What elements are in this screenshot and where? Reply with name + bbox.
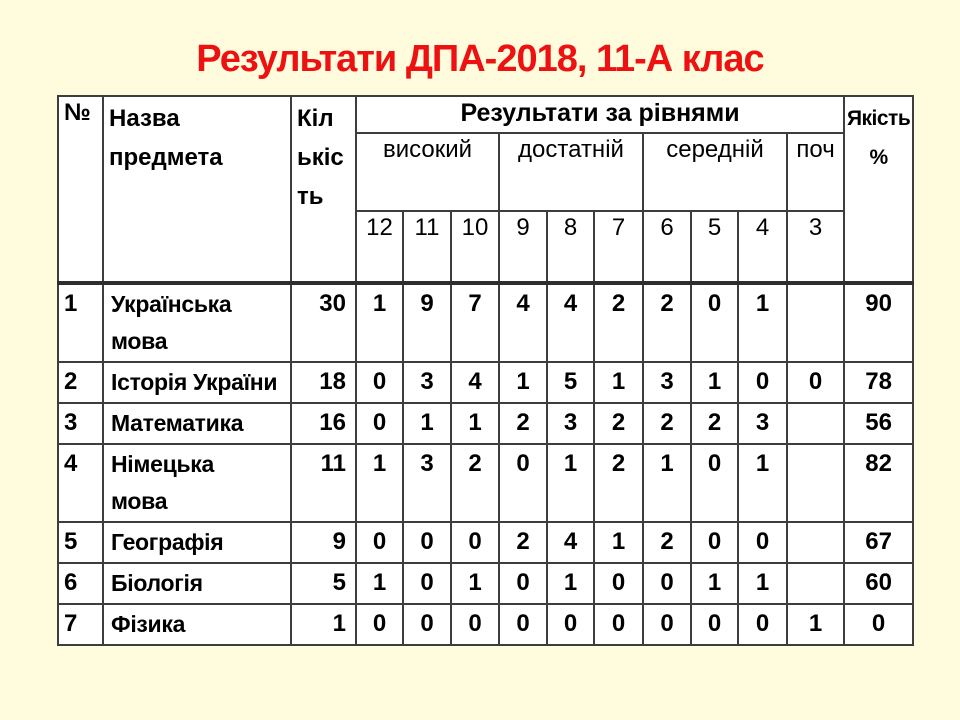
- slide-title: Результати ДПА-2018, 11-А клас: [196, 38, 764, 80]
- col-header-results-group: Результати за рівнями: [356, 96, 844, 133]
- score-cell: 0: [451, 604, 499, 645]
- score-cell: 0: [643, 563, 691, 604]
- score-column-header: 3: [787, 211, 844, 283]
- subject-cell: [103, 563, 291, 604]
- score-cell: 0: [499, 563, 547, 604]
- subject-line: Історія України: [111, 369, 278, 395]
- score-cell: 1: [403, 403, 451, 444]
- score-cell: 0: [547, 604, 594, 645]
- subject-cell: [103, 403, 291, 444]
- score-cell: 0: [738, 362, 787, 403]
- subject-line: Географія: [111, 529, 224, 555]
- score-cell: 1: [451, 563, 499, 604]
- subject-line: Математика: [111, 410, 244, 436]
- score-cell: 0: [691, 283, 738, 362]
- count-header-line: ть: [297, 183, 324, 210]
- score-cell: 1: [356, 283, 403, 362]
- score-column-header: 9: [499, 211, 547, 283]
- subject-cell: [103, 444, 291, 522]
- score-cell: 0: [356, 403, 403, 444]
- score-cell: 1: [547, 444, 594, 522]
- count-cell: 1: [291, 604, 356, 645]
- score-cell: 0: [643, 604, 691, 645]
- score-cell: [787, 283, 844, 362]
- score-column-header: 4: [738, 211, 787, 283]
- score-cell: 2: [643, 403, 691, 444]
- score-cell: 1: [691, 362, 738, 403]
- count-cell: 18: [291, 362, 356, 403]
- score-column-header: 7: [594, 211, 643, 283]
- score-cell: 0: [691, 522, 738, 563]
- score-cell: 2: [499, 403, 547, 444]
- score-cell: 3: [738, 403, 787, 444]
- header-row-groups: [58, 96, 913, 133]
- score-cell: 3: [547, 403, 594, 444]
- table-row: [58, 444, 913, 522]
- score-cell: 0: [403, 604, 451, 645]
- col-header-num: №: [58, 96, 103, 283]
- quality-header-line: Якість: [846, 107, 911, 130]
- table-row: [58, 563, 913, 604]
- subject-line: мова: [111, 328, 168, 354]
- level-header: середній: [643, 133, 787, 211]
- score-cell: 1: [451, 403, 499, 444]
- subject-cell: [103, 283, 291, 362]
- table-row: [58, 522, 913, 563]
- row-number-cell: 7: [58, 604, 103, 645]
- score-cell: 1: [594, 362, 643, 403]
- score-cell: 1: [499, 362, 547, 403]
- count-header-line: Кіл: [297, 105, 334, 132]
- score-cell: 0: [356, 362, 403, 403]
- quality-cell: 82: [844, 444, 913, 522]
- score-cell: 2: [594, 403, 643, 444]
- score-cell: 0: [738, 522, 787, 563]
- score-cell: 2: [594, 444, 643, 522]
- score-column-header: 5: [691, 211, 738, 283]
- score-cell: 1: [691, 563, 738, 604]
- subject-cell: [103, 522, 291, 563]
- score-cell: 2: [643, 283, 691, 362]
- score-cell: 2: [451, 444, 499, 522]
- score-cell: 0: [451, 522, 499, 563]
- subject-line: Українська: [111, 291, 232, 317]
- col-header-quality: [844, 96, 913, 283]
- score-cell: [787, 522, 844, 563]
- table-row: [58, 403, 913, 444]
- score-cell: 7: [451, 283, 499, 362]
- score-cell: 1: [643, 444, 691, 522]
- quality-cell: 78: [844, 362, 913, 403]
- row-number-cell: 5: [58, 522, 103, 563]
- count-cell: 11: [291, 444, 356, 522]
- quality-cell: 67: [844, 522, 913, 563]
- quality-cell: 90: [844, 283, 913, 362]
- score-cell: 2: [594, 283, 643, 362]
- subject-header-line: Назва: [109, 105, 180, 132]
- subject-line: мова: [111, 488, 168, 514]
- score-cell: 9: [403, 283, 451, 362]
- count-cell: 30: [291, 283, 356, 362]
- row-number-cell: 4: [58, 444, 103, 522]
- score-cell: 1: [356, 563, 403, 604]
- col-header-subject: [103, 96, 291, 283]
- score-cell: [787, 403, 844, 444]
- score-cell: 0: [691, 604, 738, 645]
- score-cell: 4: [451, 362, 499, 403]
- score-cell: 2: [643, 522, 691, 563]
- count-cell: 16: [291, 403, 356, 444]
- score-cell: 0: [403, 522, 451, 563]
- level-header: високий: [356, 133, 499, 211]
- score-cell: 1: [356, 444, 403, 522]
- score-cell: 0: [499, 444, 547, 522]
- score-cell: 1: [738, 283, 787, 362]
- table-row: [58, 604, 913, 645]
- score-cell: 0: [691, 444, 738, 522]
- subject-line: Німецька: [111, 451, 214, 477]
- score-cell: 0: [356, 604, 403, 645]
- score-cell: 1: [547, 563, 594, 604]
- score-cell: 0: [594, 604, 643, 645]
- score-cell: 2: [499, 522, 547, 563]
- score-cell: 3: [643, 362, 691, 403]
- count-cell: 9: [291, 522, 356, 563]
- score-cell: 0: [594, 563, 643, 604]
- subject-cell: [103, 604, 291, 645]
- row-number-cell: 3: [58, 403, 103, 444]
- quality-cell: 56: [844, 403, 913, 444]
- score-cell: 4: [499, 283, 547, 362]
- count-header-line: ькіс: [297, 144, 344, 171]
- score-column-header: 12: [356, 211, 403, 283]
- score-cell: [787, 563, 844, 604]
- score-cell: 2: [691, 403, 738, 444]
- score-cell: 0: [499, 604, 547, 645]
- subject-line: Біологія: [111, 570, 203, 596]
- score-cell: 1: [594, 522, 643, 563]
- score-cell: 1: [787, 604, 844, 645]
- quality-cell: 60: [844, 563, 913, 604]
- score-cell: 0: [787, 362, 844, 403]
- results-table: [57, 95, 914, 646]
- level-header: поч: [787, 133, 844, 211]
- subject-cell: [103, 362, 291, 403]
- score-cell: 5: [547, 362, 594, 403]
- quality-cell: 0: [844, 604, 913, 645]
- score-cell: 1: [738, 444, 787, 522]
- score-column-header: 10: [451, 211, 499, 283]
- score-cell: 4: [547, 283, 594, 362]
- subject-line: Фізика: [111, 611, 186, 637]
- row-number-cell: 2: [58, 362, 103, 403]
- row-number-cell: 6: [58, 563, 103, 604]
- score-column-header: 11: [403, 211, 451, 283]
- score-cell: 0: [403, 563, 451, 604]
- subject-header-line: предмета: [109, 144, 223, 171]
- score-cell: 3: [403, 444, 451, 522]
- quality-header-line: %: [869, 146, 888, 169]
- score-column-header: 6: [643, 211, 691, 283]
- table-row: [58, 362, 913, 403]
- table-row: [58, 283, 913, 362]
- score-cell: 0: [356, 522, 403, 563]
- score-cell: 3: [403, 362, 451, 403]
- level-header: достатній: [499, 133, 643, 211]
- score-column-header: 8: [547, 211, 594, 283]
- score-cell: [787, 444, 844, 522]
- row-number-cell: 1: [58, 283, 103, 362]
- score-cell: 4: [547, 522, 594, 563]
- score-cell: 1: [738, 563, 787, 604]
- col-header-count: [291, 96, 356, 283]
- score-cell: 0: [738, 604, 787, 645]
- count-cell: 5: [291, 563, 356, 604]
